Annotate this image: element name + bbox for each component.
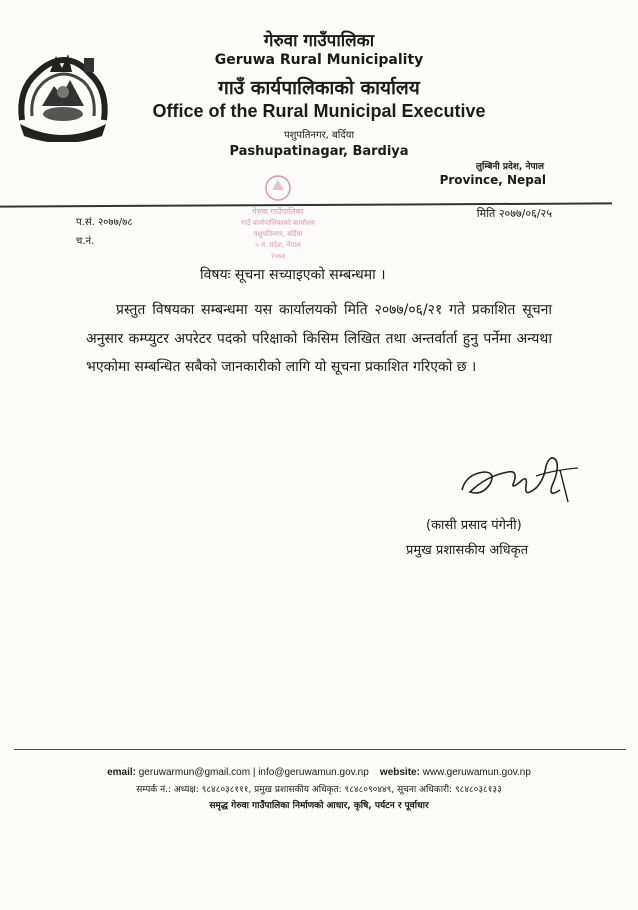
stamp-year: २०७३ <box>270 252 286 260</box>
signatory-designation: प्रमुख प्रशासकीय अधिकृत <box>406 543 529 558</box>
municipality-name-en: Geruwa Rural Municipality <box>214 52 424 68</box>
stamp-line-1: गेरुवा गाउँपालिका <box>252 207 304 216</box>
stamp-line-3: पशुपतिनगर, बर्दिया <box>253 230 303 238</box>
email-label: email: <box>107 767 136 778</box>
footer-slogan: समृद्ध गेरुवा गाउँपालिका निर्माणको आधार, कृषि, पर्यटन र पूर्वाधार <box>209 801 429 811</box>
handwritten-signature <box>456 446 582 506</box>
address-np: पशुपतिनगर, बर्दिया <box>283 130 355 141</box>
stamp-line-4: ५ नं. प्रदेश, नेपाल <box>255 241 301 249</box>
stamp-line-2: गाउँ कार्यपालिकाको कार्यालय <box>241 219 315 227</box>
footer-phone-numbers: सम्पर्क नं.: अध्यक्ष: ९८४८०३८१११, प्रमुख प्रशासकीय अधिकृत: ९८४८०९०४४९, सूचना अधिकारी: ९८४८०३८१३३ <box>136 785 502 795</box>
dispatch-number: च.नं. <box>76 236 95 247</box>
letter-subject: विषयः सूचना सच्याइएको सम्बन्धमा । <box>200 267 386 283</box>
address-en: Pashupatinagar, Bardiya <box>229 144 409 159</box>
footer-contact-line <box>0 767 638 778</box>
province-en: Province, Nepal <box>439 173 546 187</box>
website-link[interactable]: www.geruwamun.gov.np <box>422 767 531 778</box>
signatory-name: (कासी प्रसाद पंगेनी) <box>426 518 522 533</box>
letter-body: प्रस्तुत विषयका सम्बन्धमा यस कार्यालयको मिति २०७७/०६/२१ गते प्रकाशित सूचना अनुसार कम्प्युटर अपरेटर पदको परिक्षाको किसिम लिखित तथा अन्तर्वार्ता हुनु पर्नेमा अन्यथा भएकोमा सम्बन्धित सबैको जानकारीको लागि यो सूचना प्रकाशित गरिएको छ । <box>86 302 552 375</box>
website-label: website: <box>379 767 420 778</box>
office-stamp <box>232 172 324 270</box>
municipality-name-np: गेरुवा गाउँपालिका <box>263 31 375 51</box>
office-name-en: Office of the Rural Municipal Executive <box>152 101 486 121</box>
office-name-np: गाउँ कार्यपालिकाको कार्यालय <box>218 77 420 99</box>
email-addresses[interactable]: geruwarmun@gmail.com | info@geruwamun.gov.np <box>138 767 369 778</box>
reference-number: प.सं. २०७७/७८ <box>76 217 133 228</box>
province-np: लुम्बिनी प्रदेश, नेपाल <box>475 162 544 172</box>
footer-divider <box>14 749 626 750</box>
letter-date: मिति २०७७/०६/२५ <box>476 207 552 220</box>
